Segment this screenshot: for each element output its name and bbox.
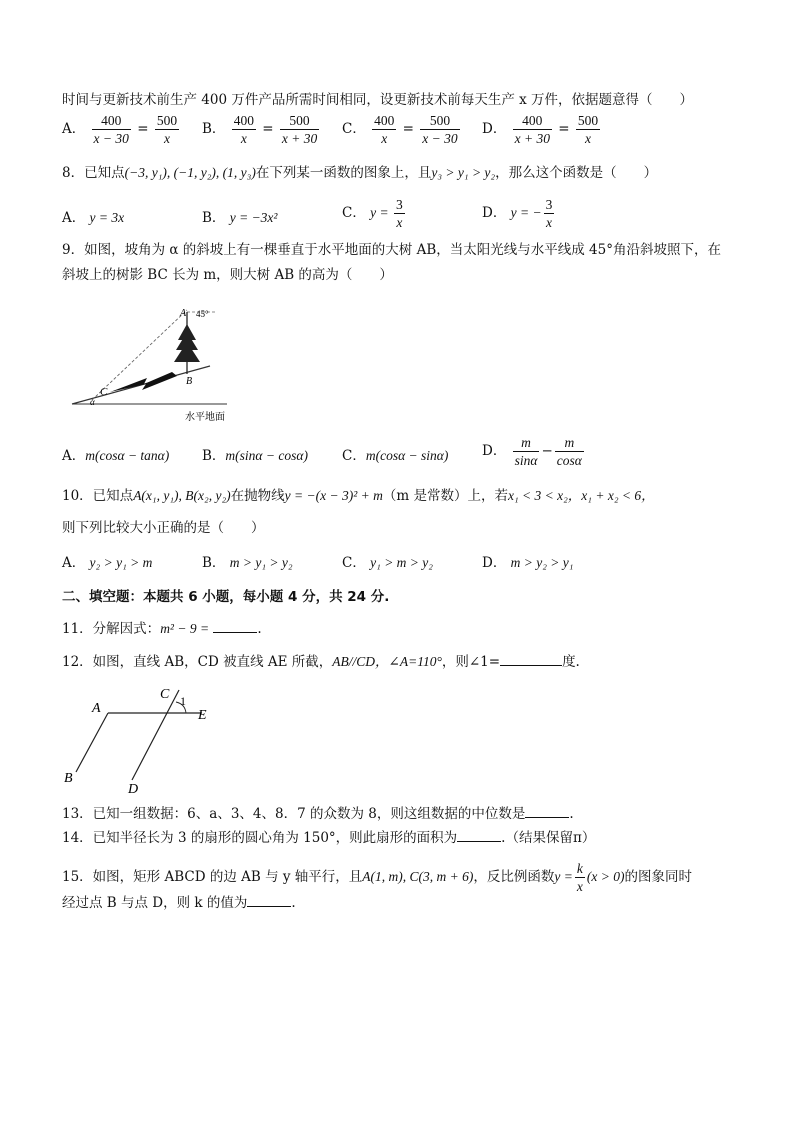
label-alpha: α bbox=[90, 397, 95, 407]
q8-stem-mid: 在下列某一函数的图象上，且 bbox=[255, 165, 432, 181]
option-label: B． bbox=[202, 555, 226, 571]
q11-text: 11．分解因式： bbox=[62, 621, 161, 637]
q7-option-a[interactable]: A． $\frac{400}{x - 30}$ = $\frac{500}{x}$ bbox=[62, 113, 178, 146]
line-ab bbox=[76, 713, 108, 772]
q15-line2-post: . bbox=[291, 895, 296, 911]
minus-sign: − bbox=[541, 443, 553, 459]
denominator: x + 30 bbox=[514, 131, 550, 146]
option-label: A． bbox=[62, 555, 86, 571]
answer-blank[interactable] bbox=[525, 803, 569, 818]
q10-option-d[interactable] bbox=[482, 551, 573, 571]
denominator: x bbox=[240, 131, 247, 146]
option-expr: m(cosα − sinα) bbox=[365, 448, 449, 463]
label-a: A bbox=[92, 701, 101, 716]
denominator: x − 30 bbox=[93, 131, 129, 146]
q11-post: . bbox=[257, 621, 262, 637]
option-expr: m > y₂ > y₁ bbox=[510, 555, 574, 570]
q15-pre: 15．如图，矩形 ABCD 的边 AB 与 y 轴平行，且 bbox=[62, 869, 363, 885]
q8-stem bbox=[62, 163, 657, 183]
q13-post: . bbox=[569, 806, 574, 822]
q8-option-b[interactable] bbox=[202, 206, 277, 226]
label-d: D bbox=[128, 782, 139, 796]
fraction bbox=[513, 434, 540, 469]
numerator: 3 bbox=[396, 197, 403, 212]
q14-post: .（结果保留π） bbox=[501, 830, 596, 846]
q15-post: 的图象同时 bbox=[624, 869, 692, 885]
fraction bbox=[280, 112, 319, 147]
numerator: 500 bbox=[156, 113, 178, 128]
numerator: 500 bbox=[420, 112, 459, 130]
q10-line1 bbox=[62, 486, 655, 506]
fraction bbox=[576, 112, 600, 147]
q14-text: 14．已知半径长为 3 的扇形的圆心角为 150°，则此扇形的面积为 bbox=[62, 830, 458, 846]
q15-line2-text: 经过点 B 与点 D，则 k 的值为 bbox=[62, 895, 248, 911]
numerator: 400 bbox=[513, 112, 552, 130]
answer-blank[interactable] bbox=[457, 827, 501, 842]
q12-condition: AB//CD，∠A=110° bbox=[332, 654, 442, 669]
denominator: x − 30 bbox=[422, 131, 458, 146]
option-expr: y = −3x² bbox=[229, 210, 278, 225]
fraction bbox=[372, 112, 396, 147]
numerator: 500 bbox=[577, 113, 599, 128]
parallel-lines-figure bbox=[62, 684, 222, 796]
fraction bbox=[232, 112, 256, 147]
numerator: 400 bbox=[92, 112, 131, 130]
label-45: 45° bbox=[196, 309, 209, 319]
q9-option-d[interactable] bbox=[482, 434, 586, 469]
slope-tree-figure bbox=[62, 300, 232, 425]
label-b: B bbox=[64, 771, 73, 786]
fraction bbox=[155, 112, 179, 147]
option-expr: y = bbox=[370, 205, 392, 220]
q8-option-d[interactable] bbox=[482, 196, 556, 231]
denominator: x bbox=[163, 131, 170, 146]
q15-points: A(1, m), C(3, m + 6) bbox=[362, 869, 474, 884]
denominator: x bbox=[576, 879, 583, 894]
q13 bbox=[62, 803, 574, 824]
fraction bbox=[513, 112, 552, 147]
q11 bbox=[62, 618, 262, 639]
option-label: C． bbox=[342, 205, 366, 221]
option-expr: y₂ > y₁ > m bbox=[89, 555, 153, 570]
option-expr: m > y₁ > y₂ bbox=[229, 555, 293, 570]
label-c: C bbox=[100, 386, 108, 398]
denominator: x bbox=[585, 131, 592, 146]
q12-mid: ，则∠1= bbox=[441, 654, 501, 670]
section-heading: 二、填空题：本题共 6 小题，每小题 4 分，共 24 分. bbox=[62, 589, 390, 605]
fraction bbox=[394, 196, 405, 231]
q15-line2 bbox=[62, 892, 296, 913]
option-expr: m(sinα − cosα) bbox=[225, 448, 308, 463]
q15-fn-cond: (x > 0) bbox=[586, 869, 625, 884]
q7-option-c[interactable]: C． $\frac{400}{x}$ = $\frac{500}{x - 30}$ bbox=[342, 113, 458, 146]
q12 bbox=[62, 651, 580, 672]
q9-line2: 斜坡上的树影 BC 长为 m，则大树 AB 的高为（ ） bbox=[62, 267, 393, 283]
option-label: A． bbox=[62, 210, 86, 226]
option-label: B． bbox=[202, 448, 226, 464]
q7-option-b[interactable]: B． $\frac{400}{x}$ = $\frac{500}{x + 30}$ bbox=[202, 113, 318, 146]
q10-parabola: y = −(x − 3)² + m bbox=[284, 488, 383, 503]
q15-fn: y = bbox=[554, 869, 573, 884]
label-1: 1 bbox=[180, 694, 186, 708]
label-e: E bbox=[198, 708, 207, 723]
q15-mid: ，反比例函数 bbox=[473, 869, 555, 885]
q10-note: （m 是常数）上，若 bbox=[382, 488, 508, 504]
q7-stem: 时间与更新技术前生产 400 万件产品所需时间相同，设更新技术前每天生产 x 万件，依据题意得（ ） bbox=[62, 92, 694, 108]
q8-points: (−3, y₁), (−1, y₂), (1, y₃) bbox=[124, 165, 256, 180]
option-expr: y = − bbox=[510, 205, 542, 220]
q9-option-c[interactable] bbox=[342, 444, 448, 464]
option-label: C． bbox=[342, 448, 366, 464]
q10-line2: 则下列比较大小正确的是（ ） bbox=[62, 520, 265, 536]
q10-pre: 10．已知点 bbox=[62, 488, 134, 504]
fraction bbox=[555, 434, 584, 469]
denominator: x + 30 bbox=[281, 131, 318, 146]
numerator: 500 bbox=[280, 112, 319, 130]
answer-blank[interactable] bbox=[213, 618, 257, 633]
denominator: x bbox=[381, 131, 388, 146]
option-label: A． bbox=[62, 448, 86, 464]
q10-mid: 在抛物线 bbox=[230, 488, 285, 504]
option-label: D． bbox=[482, 443, 507, 459]
fraction bbox=[420, 112, 459, 147]
denominator: sinα bbox=[514, 453, 538, 468]
tree-icon bbox=[174, 342, 200, 362]
q10-option-c[interactable] bbox=[342, 551, 433, 571]
label-c: C bbox=[160, 687, 170, 702]
q9-option-b[interactable] bbox=[202, 444, 308, 464]
fraction bbox=[92, 112, 131, 147]
option-label: B． bbox=[202, 210, 226, 226]
option-label: D． bbox=[482, 555, 507, 571]
denominator: cosα bbox=[556, 453, 582, 468]
q13-text: 13．已知一组数据：6、a、3、4、8．7 的众数为 8，则这组数据的中位数是 bbox=[62, 806, 526, 822]
fraction bbox=[575, 860, 585, 895]
label-b: B bbox=[186, 376, 193, 387]
option-expr: y = 3x bbox=[89, 210, 125, 225]
option-label: D． bbox=[482, 205, 507, 221]
option-expr: m(cosα − tanα) bbox=[85, 448, 170, 463]
option-label: B． bbox=[202, 121, 226, 137]
option-label: D． bbox=[482, 121, 507, 137]
answer-blank[interactable] bbox=[500, 651, 562, 666]
q9-line1: 9．如图，坡角为 α 的斜坡上有一棵垂直于水平地面的大树 AB，当太阳光线与水平线成 45°角沿斜坡照下，在 bbox=[62, 242, 721, 258]
q8-stem-pre: 8．已知点 bbox=[62, 165, 125, 181]
q10-option-a[interactable] bbox=[62, 551, 152, 571]
denominator: x bbox=[545, 215, 552, 230]
answer-blank[interactable] bbox=[247, 892, 291, 907]
q9-option-a[interactable] bbox=[62, 444, 169, 464]
q10-option-b[interactable] bbox=[202, 551, 293, 571]
q12-text: 12．如图，直线 AB，CD 被直线 AE 所截， bbox=[62, 654, 333, 670]
denominator: x bbox=[396, 215, 403, 230]
label-a: A bbox=[180, 308, 187, 319]
q8-option-c[interactable] bbox=[342, 196, 407, 231]
numerator: m bbox=[555, 434, 584, 452]
option-expr: y₁ > m > y₂ bbox=[370, 555, 433, 570]
fraction bbox=[544, 196, 555, 231]
numerator: 400 bbox=[374, 113, 395, 128]
q15-line1 bbox=[62, 860, 692, 895]
tree-shadow bbox=[110, 372, 177, 392]
numerator: 400 bbox=[233, 113, 254, 128]
q8-condition: y₃ > y₁ > y₂ bbox=[431, 165, 496, 180]
option-label: C． bbox=[342, 121, 366, 137]
numerator: k bbox=[576, 861, 583, 876]
numerator: 3 bbox=[545, 197, 553, 212]
q10-condition: x₁ < 3 < x₂，x₁ + x₂ < 6， bbox=[507, 488, 655, 503]
q8-option-a[interactable] bbox=[62, 206, 124, 226]
q8-stem-post: ，那么这个函数是（ ） bbox=[495, 165, 658, 181]
numerator: m bbox=[513, 434, 540, 452]
line-cd bbox=[132, 690, 179, 780]
option-label: A． bbox=[62, 121, 86, 137]
q11-expr: m² − 9 = bbox=[160, 621, 210, 636]
option-label: C． bbox=[342, 555, 366, 571]
q14 bbox=[62, 827, 595, 848]
q12-post: 度. bbox=[562, 654, 580, 670]
q7-option-d[interactable]: D． $\frac{400}{x + 30}$ = $\frac{500}{x}$ bbox=[482, 113, 599, 146]
q10-points: A(x₁, y₁), B(x₂, y₂) bbox=[133, 488, 231, 503]
ground-label: 水平地面 bbox=[185, 412, 225, 423]
